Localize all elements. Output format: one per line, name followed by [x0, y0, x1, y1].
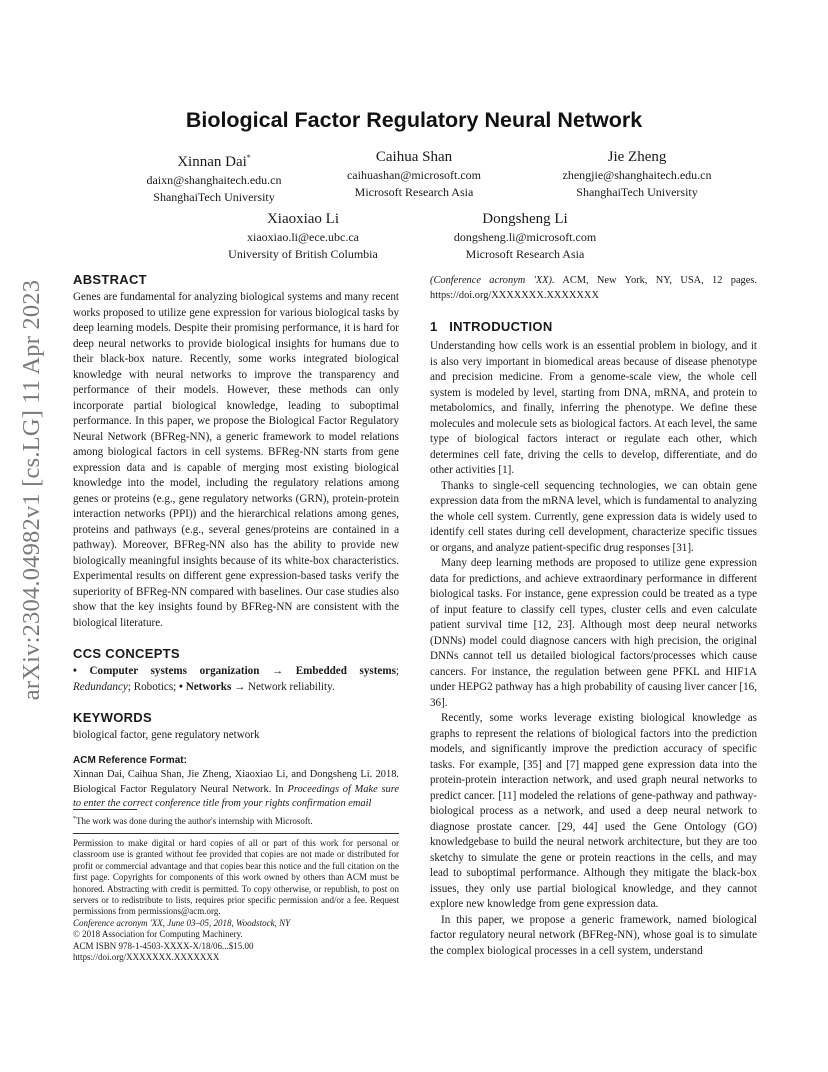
- author-email[interactable]: daixn@shanghaitech.edu.cn: [146, 173, 282, 187]
- author-email[interactable]: zhengjie@shanghaitech.edu.cn: [562, 168, 712, 182]
- author-name: Dongsheng Li: [482, 211, 568, 227]
- author-affiliation: ShanghaiTech University: [576, 184, 698, 199]
- permission-block: [73, 838, 399, 963]
- copyright: © 2018 Association for Computing Machinery.: [73, 929, 243, 940]
- acm-reference-continued: (Conference acronym 'XX). ACM, New York, NY, USA, 12 pages. https://doi.org/XXXXXXX.XXXXXXX: [430, 275, 758, 301]
- author-affiliation: Microsoft Research Asia: [354, 184, 474, 199]
- author-block: [513, 148, 761, 200]
- author-affiliation: ShanghaiTech University: [153, 189, 275, 204]
- author-name: Xiaoxiao Li: [266, 211, 340, 227]
- author-block: [178, 210, 428, 262]
- abstract-heading: ABSTRACT: [73, 272, 147, 287]
- author-affiliation: University of British Columbia: [228, 246, 378, 261]
- ccs-term: Computer systems organization: [89, 665, 260, 677]
- author-name: Xinnan Dai*: [177, 153, 251, 170]
- intro-paragraph: In this paper, we propose a generic framework, named biological factor regulatory neural network (BFReg-NN), whose goal is to simulate the complex biological processes in a cell system, understand: [430, 913, 757, 957]
- author-block: [290, 148, 538, 200]
- keywords-heading: KEYWORDS: [73, 710, 152, 725]
- acm-reference-text: Xinnan Dai, Caihua Shan, Jie Zheng, Xiaoxiao Li, and Dongsheng Li. 2018. Biological Factor Regulatory Neural Network. In Proceedings of Make sure to enter the correct conference title from your rights confirmation email: [73, 769, 399, 809]
- permission-rule: [73, 833, 399, 834]
- footnote-rule: [73, 809, 137, 810]
- author-email[interactable]: xiaoxiao.li@ece.ubc.ca: [247, 230, 359, 244]
- ccs-concepts: • Computer systems organization → Embedded systems; Redundancy; Robotics; • Networks → Network reliability.: [73, 665, 399, 693]
- author-name: Jie Zheng: [607, 149, 667, 165]
- left-column: [73, 271, 399, 812]
- permission-text: Permission to make digital or hard copies of all or part of this work for personal or classroom use is granted without fee provided that copies are not made or distributed for profit or commercial advantage and that copies bear this notice and the full citation on the first page. Copyrights for components of this work owned by others than ACM must be honored. Abstracting with credit is permitted. To copy otherwise, or republish, to post on servers or to redistribute to lists, requires prior specific permission and/or a fee. Request permissions from permissions@acm.org.: [73, 838, 399, 917]
- ccs-term: Networks: [185, 680, 232, 693]
- author-email[interactable]: caihuashan@microsoft.com: [346, 168, 481, 182]
- ccs-term: Redundancy: [73, 680, 128, 693]
- footnote: *The work was done during the author's internship with Microsoft.: [73, 816, 313, 826]
- intro-paragraph: Many deep learning methods are proposed to utilize gene expression data for predictions, and achieve extraordinary performance in different biological tasks. For instance, gene expression could be treated as a type of input feature to classify cell types, cluster cells and even calculate patient survival time [12, 23]. Although most deep neural networks (DNNs) model could diagnose cancers with high precision, the original DNNs cannot tell us detailed biological factors/processes which cause cancers. For instance, the regulation between gene PFKL and HIF1A under HEPG2 pathway has a high probability of causing liver cancer [16, 36].: [430, 557, 757, 709]
- acm-reference-heading: ACM Reference Format:: [73, 754, 187, 766]
- ccs-term: Robotics: [133, 680, 174, 693]
- ccs-term: Embedded systems: [295, 665, 396, 677]
- author-name: Caihua Shan: [375, 149, 453, 165]
- intro-paragraph: Recently, some works leverage existing biological knowledge as graphs to represent the relations of biological factors into the prediction models, and significantly improve the prediction accuracy of specific tasks. For example, [35] and [7] mapped gene expression data into the protein-protein interaction network, and used graph neural networks to predict cancer. [11] modeled the relations of gene-pathway and pathway-biological process as a network, and used a deep neural network to diagnose prostate cancer. [29, 44] used the Gene Ontology (GO) knowledgebase to build the neural network architecture, but they are too sketchy to simulate the gene or protein reactions in the cells, and may lead to suboptimal performance. Although they mitigate the black-box issues, they only use partial biological knowledge, and they cannot explore new knowledge from gene expression data.: [430, 712, 757, 910]
- doi-link[interactable]: https://doi.org/XXXXXXX.XXXXXXX: [73, 952, 220, 963]
- isbn: ACM ISBN 978-1-4503-XXXX-X/18/06...$15.00: [73, 940, 254, 951]
- author-block: [400, 210, 650, 262]
- introduction-heading: 1 INTRODUCTION: [430, 319, 553, 334]
- ccs-term: Network reliability: [247, 680, 332, 693]
- intro-paragraph: Thanks to single-cell sequencing technologies, we can obtain gene expression data from the mRNA level, which is fundamental to analyzing the whole cell system. Currently, gene expression data is widely used to identify cell states during cell development, characterize specific tissues or organs, and analyze patient-specific drug responses [31].: [430, 479, 757, 554]
- keywords-text: biological factor, gene regulatory network: [73, 729, 260, 741]
- author-affiliation: Microsoft Research Asia: [465, 246, 585, 261]
- paper-title: Biological Factor Regulatory Neural Network: [185, 108, 643, 132]
- author-email[interactable]: dongsheng.li@microsoft.com: [453, 230, 597, 244]
- conference-info: Conference acronym 'XX, June 03–05, 2018, Woodstock, NY: [73, 917, 291, 928]
- arxiv-id: arXiv:2304.04982v1 [cs.LG] 11 Apr 2023: [18, 279, 45, 701]
- arxiv-sidebar-stamp: [14, 270, 50, 710]
- intro-paragraph: Understanding how cells work is an essential problem in biology, and it is also very important in biomedical areas because of disease phenotype and precision medicine. From a genome-scale view, the whole cell system is modeled by level, starting from DNA, mRNA, and protein to metabolomics, and finally, inferring the phenotype. We define these molecules and molecule sets as biological factors. At each level, the same type of biological factors interact or regulate each other, which determines cell fate, driving the cells to develop, differentiate, and do other activities [1].: [430, 340, 757, 476]
- abstract-text: Genes are fundamental for analyzing biological systems and many recent works proposed to utilize gene expression for various biological tasks by deep learning models. Despite their promising performance, it is hard for deep neural networks to provide biological insights for humans due to their black-box nature. Recently, some works integrated biological knowledge with neural networks to improve the transparency and performance of their models. However, these methods can only incorporate partial biological knowledge, leading to suboptimal performance. In this paper, we propose the Biological Factor Regulatory Neural Network (BFReg-NN), a generic framework to model relations among biological factors in cell systems. BFReg-NN starts from gene expression data and is capable of merging most existing biological knowledge into the model, including the regulatory relations among genes or proteins (e.g., gene regulatory networks (GRN), protein-protein interaction networks (PPI)) and the hierarchical relations among genes, proteins and pathways (e.g., several genes/proteins are contained in a pathway). Moreover, BFReg-NN also has the ability to provide new biologically meaningful insights because of its white-box characteristics. Experimental results on different gene expression-based tasks verify the superiority of BFReg-NN compared with baselines. Our case studies also show that the key insights found by BFReg-NN are consistent with the biological literature.: [73, 291, 399, 629]
- right-column: [430, 274, 757, 959]
- ccs-heading: CCS CONCEPTS: [73, 646, 180, 661]
